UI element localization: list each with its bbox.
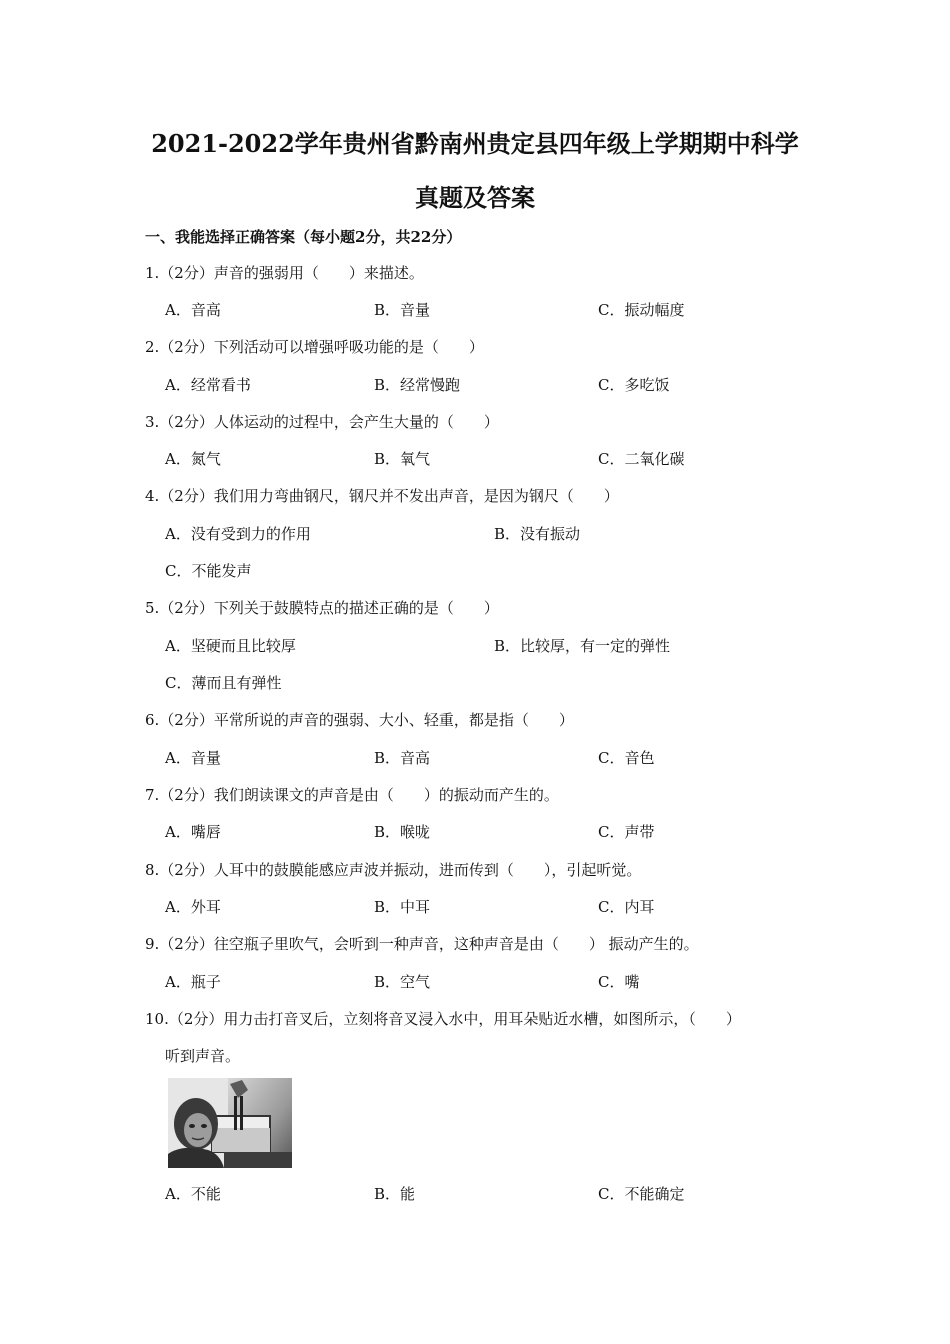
question-3: 3.（2分）人体运动的过程中，会产生大量的（ ） — [145, 413, 499, 431]
q9-option-b: B．空气 — [374, 973, 431, 991]
q3-option-b: B．氧气 — [374, 450, 431, 468]
question-9: 9.（2分）往空瓶子里吹气，会听到一种声音，这种声音是由（ ） 振动产生的。 — [145, 935, 699, 953]
q2-option-c: C．多吃饭 — [598, 376, 670, 394]
q3-option-c: C．二氧化碳 — [598, 450, 685, 468]
question-4: 4.（2分）我们用力弯曲钢尺，钢尺并不发出声音，是因为钢尺（ ） — [145, 487, 619, 505]
q7-option-a: A．嘴唇 — [165, 823, 221, 841]
question-7: 7.（2分）我们朗读课文的声音是由（ ）的振动而产生的。 — [145, 786, 559, 804]
q4-option-b: B．没有振动 — [494, 525, 581, 543]
q5-option-c: C．薄而且有弹性 — [165, 674, 282, 692]
q9-option-a: A．瓶子 — [165, 973, 221, 991]
document-title-line2: 真题及答案 — [415, 183, 535, 212]
q8-option-c: C．内耳 — [598, 898, 655, 916]
q2-option-b: B．经常慢跑 — [374, 376, 461, 394]
question-10-continuation: 听到声音。 — [165, 1047, 241, 1065]
question-8: 8.（2分）人耳中的鼓膜能感应声波并振动，进而传到（ ），引起听觉。 — [145, 861, 642, 879]
q9-option-c: C．嘴 — [598, 973, 640, 991]
q10-option-b: B．能 — [374, 1185, 416, 1203]
q7-option-b: B．喉咙 — [374, 823, 431, 841]
q10-option-c: C．不能确定 — [598, 1185, 685, 1203]
question-10: 10.（2分）用力击打音叉后，立刻将音叉浸入水中，用耳朵贴近水槽，如图所示，（ ） — [145, 1010, 741, 1028]
q2-option-a: A．经常看书 — [165, 376, 251, 394]
document-title-line1: 2021-2022学年贵州省黔南州贵定县四年级上学期期中科学 — [151, 129, 799, 158]
q1-option-a: A．音高 — [165, 301, 221, 319]
tuning-fork-experiment-photo — [168, 1078, 292, 1168]
q7-option-c: C．声带 — [598, 823, 655, 841]
q5-option-b: B．比较厚，有一定的弹性 — [494, 637, 671, 655]
section-heading: 一、我能选择正确答案（每小题2分，共22分） — [145, 228, 462, 246]
q8-option-b: B．中耳 — [374, 898, 431, 916]
q3-option-a: A．氮气 — [165, 450, 221, 468]
q6-option-b: B．音高 — [374, 749, 431, 767]
question-2: 2.（2分）下列活动可以增强呼吸功能的是（ ） — [145, 338, 484, 356]
q6-option-c: C．音色 — [598, 749, 655, 767]
q4-option-a: A．没有受到力的作用 — [165, 525, 311, 543]
question-6: 6.（2分）平常所说的声音的强弱、大小、轻重，都是指（ ） — [145, 711, 574, 729]
question-1: 1.（2分）声音的强弱用（ ）来描述。 — [145, 264, 424, 282]
q4-option-c: C．不能发声 — [165, 562, 252, 580]
q5-option-a: A．坚硬而且比较厚 — [165, 637, 296, 655]
q1-option-b: B．音量 — [374, 301, 431, 319]
q10-option-a: A．不能 — [165, 1185, 221, 1203]
q6-option-a: A．音量 — [165, 749, 221, 767]
q1-option-c: C．振动幅度 — [598, 301, 685, 319]
q8-option-a: A．外耳 — [165, 898, 221, 916]
question-5: 5.（2分）下列关于鼓膜特点的描述正确的是（ ） — [145, 599, 499, 617]
